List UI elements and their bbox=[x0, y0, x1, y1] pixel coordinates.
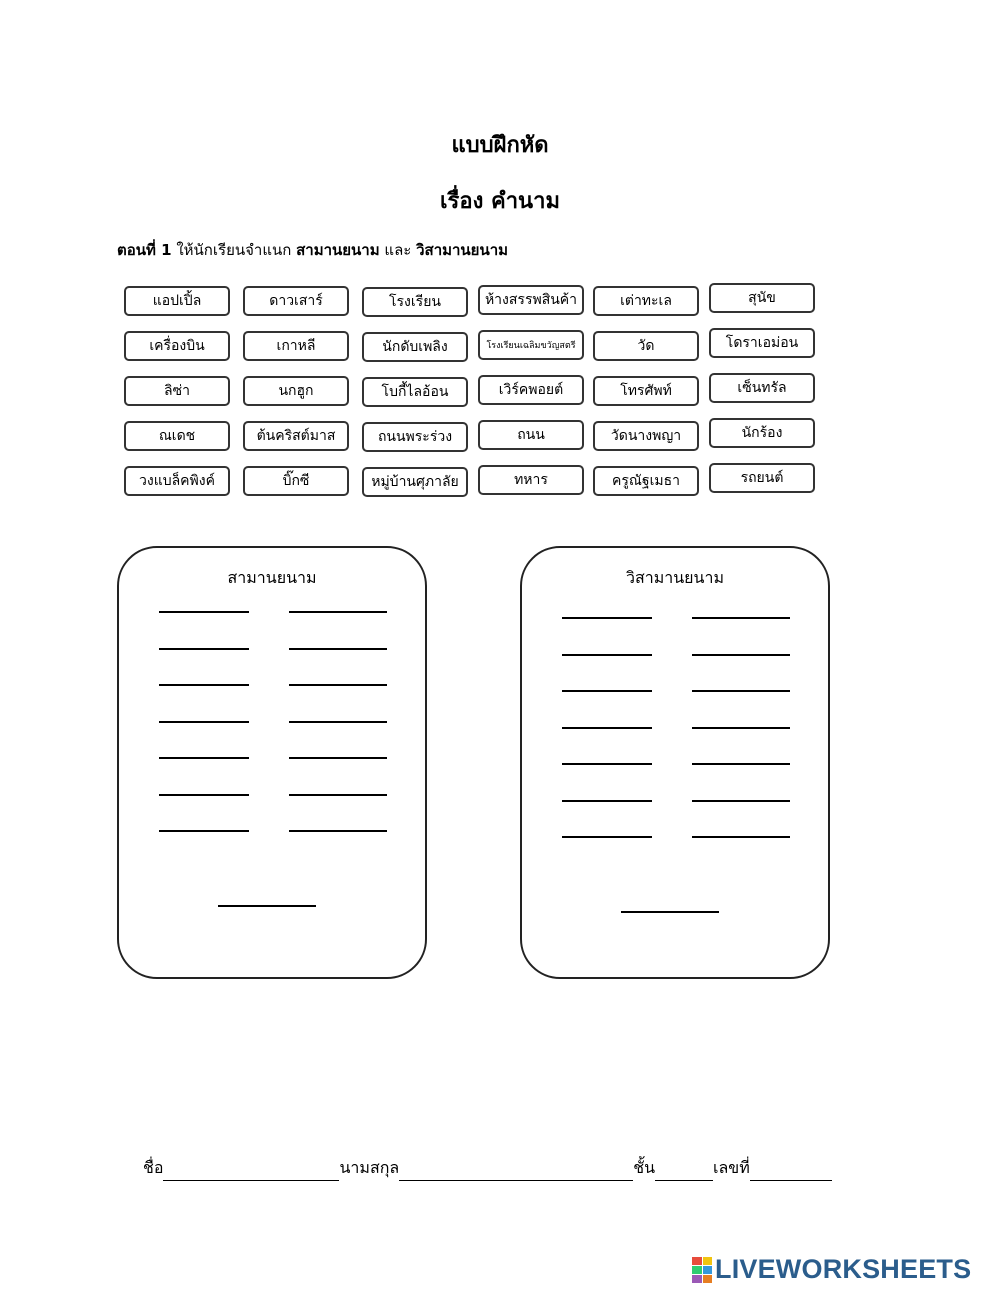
answer-blank[interactable] bbox=[562, 690, 652, 692]
name-field[interactable] bbox=[163, 1164, 339, 1181]
word-chip[interactable]: ณเดช bbox=[124, 421, 230, 451]
proper-noun-title: วิสามานยนาม bbox=[625, 568, 725, 587]
word-chip[interactable]: ลิซ่า bbox=[124, 376, 230, 406]
answer-blank[interactable] bbox=[562, 617, 652, 619]
answer-blank[interactable] bbox=[289, 611, 387, 613]
answer-blank[interactable] bbox=[159, 611, 249, 613]
word-chip[interactable]: สุนัข bbox=[709, 283, 815, 313]
class-label: ชั้น bbox=[633, 1158, 655, 1177]
liveworksheets-logo bbox=[692, 1254, 971, 1285]
answer-blank[interactable] bbox=[562, 800, 652, 802]
answer-blank[interactable] bbox=[289, 757, 387, 759]
word-chip[interactable]: วงแบล็คพิงค์ bbox=[124, 466, 230, 496]
logo-tile bbox=[703, 1275, 713, 1283]
instruction bbox=[117, 238, 508, 262]
word-chip[interactable]: เกาหลี bbox=[243, 331, 349, 361]
word-chip[interactable]: วัด bbox=[593, 331, 699, 361]
word-chip[interactable]: นักดับเพลิง bbox=[362, 332, 468, 362]
surname-label: นามสกุล bbox=[339, 1158, 400, 1177]
word-chip[interactable]: แอปเปิ้ล bbox=[124, 286, 230, 316]
instruction-term-common: สามานยนาม bbox=[296, 241, 380, 259]
instruction-conj: และ bbox=[384, 241, 412, 259]
proper-noun-panel bbox=[520, 546, 830, 979]
word-chip[interactable]: โทรศัพท์ bbox=[593, 376, 699, 406]
word-chip[interactable]: เต่าทะเล bbox=[593, 286, 699, 316]
logo-tile bbox=[703, 1257, 713, 1265]
answer-blank[interactable] bbox=[692, 800, 790, 802]
instruction-term-proper: วิสามานยนาม bbox=[416, 241, 509, 259]
word-chip[interactable]: นักร้อง bbox=[709, 418, 815, 448]
answer-blank[interactable] bbox=[218, 905, 316, 907]
answer-blank[interactable] bbox=[289, 721, 387, 723]
answer-blank[interactable] bbox=[159, 684, 249, 686]
answer-blank[interactable] bbox=[159, 721, 249, 723]
answer-blank[interactable] bbox=[562, 836, 652, 838]
number-field[interactable] bbox=[750, 1164, 832, 1181]
logo-tile bbox=[692, 1275, 702, 1283]
instruction-part: ตอนที่ 1 bbox=[117, 241, 172, 259]
answer-blank[interactable] bbox=[692, 763, 790, 765]
answer-blank[interactable] bbox=[159, 794, 249, 796]
word-chip[interactable]: เวิร์คพอยต์ bbox=[478, 375, 584, 405]
word-chip[interactable]: ต้นคริสต์มาส bbox=[243, 421, 349, 451]
name-label: ชื่อ bbox=[143, 1158, 164, 1177]
logo-text: LIVEWORKSHEETS bbox=[715, 1254, 972, 1284]
answer-blank[interactable] bbox=[289, 794, 387, 796]
word-chip[interactable]: เครื่องบิน bbox=[124, 331, 230, 361]
word-bank bbox=[124, 283, 820, 499]
word-chip[interactable]: นกฮูก bbox=[243, 376, 349, 406]
page-subtitle: เรื่อง คำนาม bbox=[440, 189, 560, 214]
word-chip[interactable]: โดราเอม่อน bbox=[709, 328, 815, 358]
word-chip[interactable]: วัดนางพญา bbox=[593, 421, 699, 451]
logo-tile bbox=[692, 1266, 702, 1274]
answer-blank[interactable] bbox=[692, 690, 790, 692]
answer-blank[interactable] bbox=[621, 911, 719, 913]
word-chip[interactable]: ทหาร bbox=[478, 465, 584, 495]
answer-blank[interactable] bbox=[159, 830, 249, 832]
word-chip[interactable]: โรงเรียนเฉลิมขวัญสตรี bbox=[478, 330, 584, 360]
word-chip[interactable]: ครูณัฐเมธา bbox=[593, 466, 699, 496]
word-chip[interactable]: โรงเรียน bbox=[362, 287, 468, 317]
word-chip[interactable]: รถยนต์ bbox=[709, 463, 815, 493]
page-title: แบบฝึกหัด bbox=[451, 133, 549, 158]
answer-blank[interactable] bbox=[692, 727, 790, 729]
common-noun-title: สามานยนาม bbox=[227, 568, 317, 587]
answer-blank[interactable] bbox=[562, 727, 652, 729]
logo-mark-icon bbox=[692, 1257, 712, 1283]
word-chip[interactable]: บิ๊กซี bbox=[243, 466, 349, 496]
answer-blank[interactable] bbox=[289, 648, 387, 650]
word-chip[interactable]: ห้างสรรพสินค้า bbox=[478, 285, 584, 315]
answer-blank[interactable] bbox=[692, 654, 790, 656]
answer-blank[interactable] bbox=[562, 763, 652, 765]
answer-blank[interactable] bbox=[159, 757, 249, 759]
word-chip[interactable]: ถนน bbox=[478, 420, 584, 450]
student-info bbox=[143, 1156, 832, 1181]
class-field[interactable] bbox=[655, 1164, 713, 1181]
answer-blank[interactable] bbox=[692, 617, 790, 619]
word-chip[interactable]: โบกี้ไลอ้อน bbox=[362, 377, 468, 407]
answer-blank[interactable] bbox=[289, 830, 387, 832]
word-chip[interactable]: หมู่บ้านศุภาลัย bbox=[362, 467, 468, 497]
word-chip[interactable]: ถนนพระร่วง bbox=[362, 422, 468, 452]
logo-tile bbox=[692, 1257, 702, 1265]
instruction-text: ให้นักเรียนจำแนก bbox=[176, 241, 292, 259]
surname-field[interactable] bbox=[399, 1164, 633, 1181]
answer-blank[interactable] bbox=[692, 836, 790, 838]
answer-blank[interactable] bbox=[159, 648, 249, 650]
word-chip[interactable]: ดาวเสาร์ bbox=[243, 286, 349, 316]
word-chip[interactable]: เซ็นทรัล bbox=[709, 373, 815, 403]
logo-tile bbox=[703, 1266, 713, 1274]
answer-blank[interactable] bbox=[289, 684, 387, 686]
common-noun-panel bbox=[117, 546, 427, 979]
answer-blank[interactable] bbox=[562, 654, 652, 656]
number-label: เลขที่ bbox=[713, 1158, 750, 1177]
